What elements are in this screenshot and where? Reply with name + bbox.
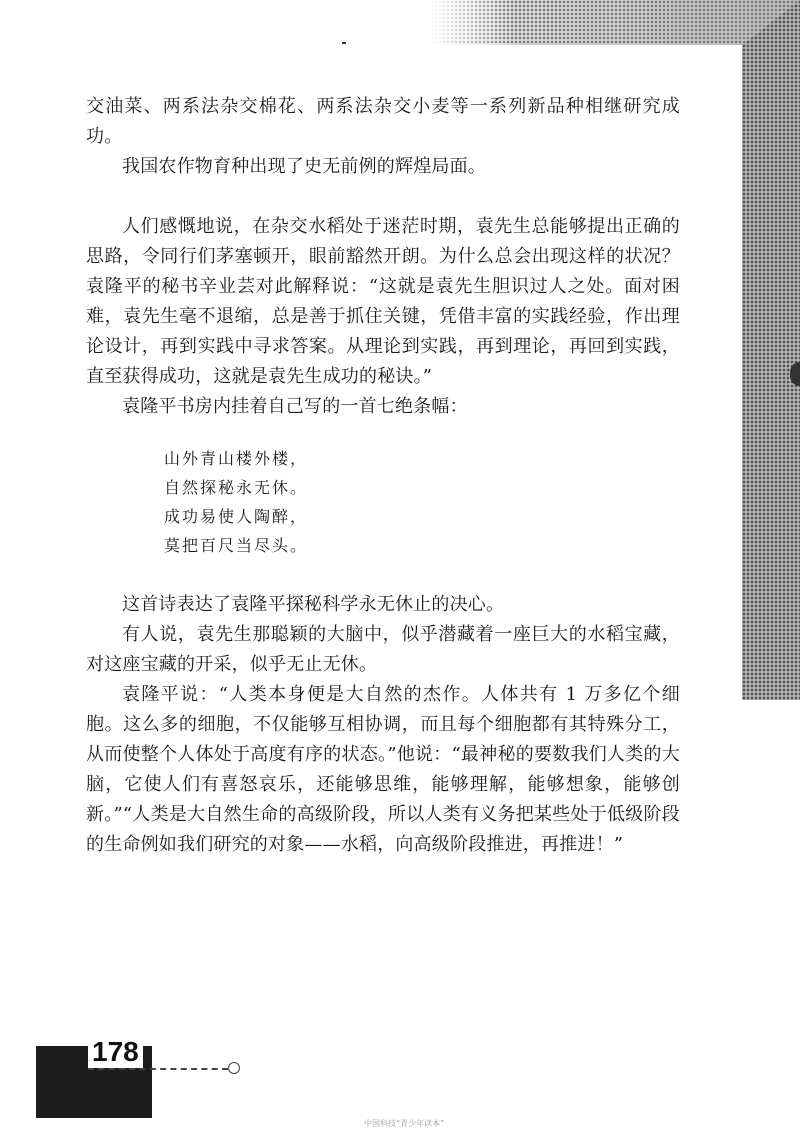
paragraph-6: 有人说，袁先生那聪颖的大脑中，似乎潜藏着一座巨大的水稻宝藏，对这座宝藏的开采，似乎无止无休。 [86,624,680,675]
paragraph-7: 袁隆平说：“人类本身便是大自然的杰作。人体共有 1 万多亿个细胞。这么多的细胞，不仅能够互相协调，而且每个细胞都有其特殊分工，从而使整个人体处于高度有序的状态。”他说：“最神秘的要数我们人类的大脑，它使人们有喜怒哀乐，还能够思维，能够理解，能够想象，能够创新。”“人类是大自然生命的高级阶段，所以人类有义务把某些处于低级阶段的生命例如我们研究的对象——水稻，向高级阶段推进，再推进！” [86,684,680,855]
paragraph-4: 袁隆平书房内挂着自己写的一首七绝条幅： [122,396,468,417]
scan-shadow-top [430,0,800,45]
footer-dashed-rule [88,1068,228,1070]
poem-line-3: 成功易使人陶醉， [164,507,309,526]
watermark-text: 中国科技“青少年读本” [364,1119,445,1128]
paragraph-3: 人们感慨地说，在杂交水稻处于迷茫时期，袁先生总能够提出正确的思路，令同行们茅塞顿开，眼前豁然开朗。为什么总会出现这样的状况？袁隆平的秘书辛业芸对此解释说：“这就是袁先生胆识过人之处。面对困难，袁先生毫不退缩，总是善于抓住关键，凭借丰富的实践经验，作出理论设计，再到实践中寻求答案。从理论到实践，再到理论，再回到实践，直至获得成功，这就是袁先生成功的秘诀。” [86,216,680,387]
poem-line-4: 莫把百尺当尽头。 [164,536,309,555]
page-number: 178 [88,1036,143,1068]
poem-line-1: 山外青山楼外楼， [164,449,309,468]
paragraph-1: 交油菜、两系法杂交棉花、两系法杂交小麦等一系列新品种相继研究成功。 [86,96,680,147]
poem [164,444,680,560]
body-text [86,92,680,860]
poem-line-2: 自然探秘永无休。 [164,478,309,497]
paragraph-2: 我国农作物育种出现了史无前例的辉煌局面。 [122,156,486,177]
scan-speck [342,42,346,44]
paragraph-5: 这首诗表达了袁隆平探秘科学永无休止的决心。 [122,594,505,615]
footer-circle-icon [228,1062,240,1074]
scan-edge-mark [790,362,800,386]
scan-shadow-right [742,0,800,700]
